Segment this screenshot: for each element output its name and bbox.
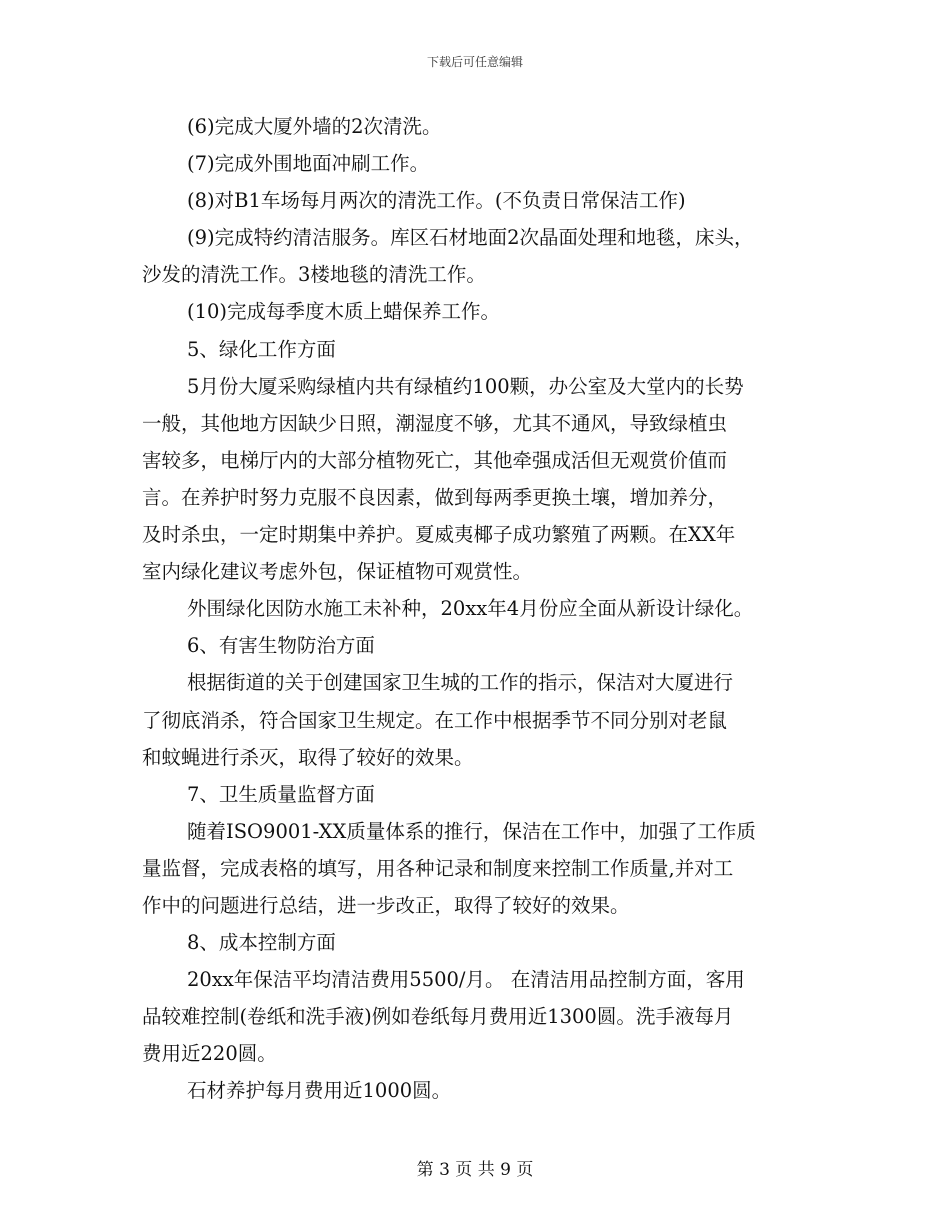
paragraph-line: 和蚊蝇进行杀灭，取得了较好的效果。 <box>142 745 474 769</box>
paragraph-line: 品较难控制(卷纸和洗手液)例如卷纸每月费用近1300圆。洗手液每月 <box>142 1005 734 1029</box>
paragraph-line: 外围绿化因防水施工未补种，20xx年4月份应全面从新设计绿化。 <box>187 597 754 621</box>
list-item-7: (7)完成外围地面冲刷工作。 <box>187 152 430 176</box>
list-item-9: (9)完成特约清洁服务。库区石材地面2次晶面处理和地毯，床头， <box>187 226 754 250</box>
paragraph-line: 石材养护每月费用近1000圆。 <box>187 1079 452 1103</box>
paragraph-line: 了彻底消杀，符合国家卫生规定。在工作中根据季节不同分别对老鼠 <box>142 708 728 732</box>
page-number: 第 3 页 共 9 页 <box>416 1160 534 1180</box>
list-item-6: (6)完成大厦外墙的2次清洗。 <box>187 115 442 138</box>
paragraph-line: 根据街道的关于创建国家卫生城的工作的指示，保洁对大厦进行 <box>187 671 734 695</box>
list-item-8: (8)对B1车场每月两次的清洗工作。(不负责日常保洁工作) <box>187 189 686 213</box>
paragraph-line: 20xx年保洁平均清洁费用5500/月。 在清洁用品控制方面，客用 <box>187 968 745 992</box>
paragraph-line: 5月份大厦采购绿植内共有绿植约100颗，办公室及大堂内的长势 <box>187 374 744 398</box>
page-header-note: 下载后可任意编辑 <box>426 55 523 69</box>
section-heading-quality: 7、卫生质量监督方面 <box>187 782 375 806</box>
paragraph-line: 害较多，电梯厅内的大部分植物死亡，其他牵强成活但无观赏价值而 <box>142 448 728 472</box>
paragraph-line: 室内绿化建议考虑外包，保证植物可观赏性。 <box>142 560 533 584</box>
paragraph-line: 作中的问题进行总结，进一步改正，取得了较好的效果。 <box>142 893 630 917</box>
paragraph-line: 一般，其他地方因缺少日照，潮湿度不够，尤其不通风，导致绿植虫 <box>142 411 728 435</box>
paragraph-line: 随着ISO9001-XX质量体系的推行，保洁在工作中，加强了工作质 <box>187 819 756 843</box>
paragraph-line: 言。在养护时努力克服不良因素，做到每两季更换土壤，增加养分， <box>142 485 728 509</box>
document-body <box>142 108 808 1110</box>
paragraph-line: 量监督，完成表格的填写，用各种记录和制度来控制工作质量,并对工 <box>142 856 734 880</box>
list-item-9-cont: 沙发的清洗工作。3楼地毯的清洗工作。 <box>142 263 486 287</box>
paragraph-line: 费用近220圆。 <box>142 1042 277 1066</box>
section-heading-cost: 8、成本控制方面 <box>187 931 336 955</box>
section-heading-greening: 5、绿化工作方面 <box>187 337 336 361</box>
list-item-10: (10)完成每季度木质上蜡保养工作。 <box>187 300 501 324</box>
section-heading-pest-control: 6、有害生物防治方面 <box>187 634 375 658</box>
paragraph-line: 及时杀虫，一定时期集中养护。夏威夷椰子成功繁殖了两颗。在XX年 <box>142 523 736 547</box>
